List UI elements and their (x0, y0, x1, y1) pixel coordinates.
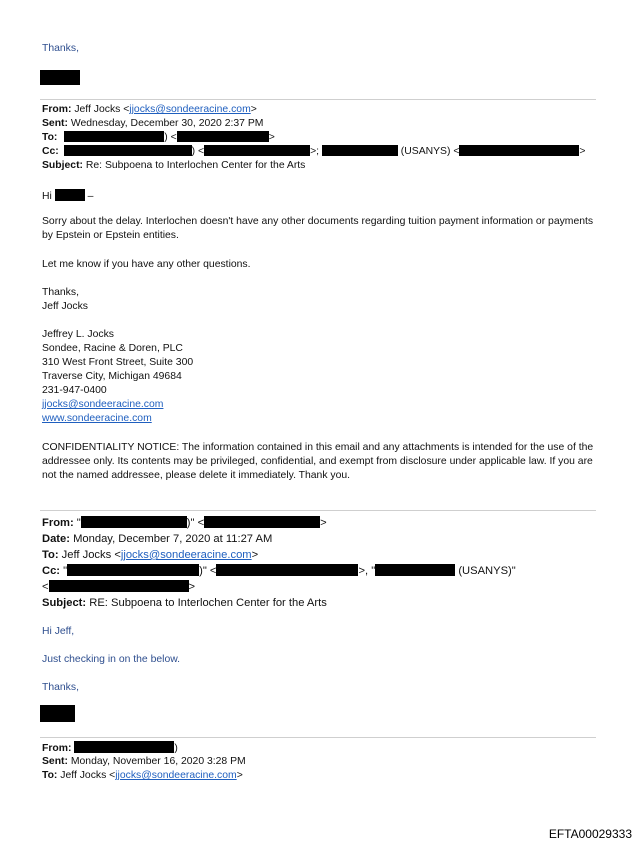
redaction-block (216, 564, 358, 576)
msg1-subject-line (42, 159, 305, 172)
msg3-to-line (42, 769, 243, 782)
redaction-block (81, 516, 187, 528)
greeting-word: Hi (42, 191, 52, 202)
redaction-block (67, 564, 199, 576)
divider (40, 510, 596, 511)
redaction-block (204, 145, 310, 156)
msg1-body2: Let me know if you have any other questions. (42, 259, 251, 270)
to-name: Jeff Jocks < (61, 549, 121, 561)
msg1-sent-line (42, 117, 263, 130)
sig-city: Traverse City, Michigan 49684 (42, 371, 182, 382)
redaction-block (40, 705, 75, 722)
from-label: From: (42, 743, 72, 754)
sent-label: Sent: (42, 756, 68, 767)
sig-name: Jeffrey L. Jocks (42, 329, 114, 340)
redaction-block (375, 564, 455, 576)
redaction-block (64, 131, 164, 142)
cc-label: Cc: (42, 565, 61, 577)
sig-email-link[interactable]: jjocks@sondeeracine.com (42, 399, 164, 410)
from-label: From: (42, 104, 72, 115)
msg3-sent-line (42, 755, 246, 768)
to-email-link[interactable]: jjocks@sondeeracine.com (115, 770, 237, 781)
to-label: To: (42, 132, 58, 143)
redaction-block (322, 145, 398, 156)
to-end: > (251, 549, 259, 561)
msg2-cc-line: Cc: " )" < >, " (USANYS)" (42, 565, 516, 577)
subject-label: Subject: (42, 597, 87, 609)
to-label: To: (42, 770, 58, 781)
to-email-link[interactable]: jjocks@sondeeracine.com (120, 549, 252, 561)
from-label: From: (42, 517, 74, 529)
redaction-block (459, 145, 579, 156)
redaction-block (177, 131, 269, 142)
msg2-from-line: From: " )" < > (42, 517, 327, 529)
divider (40, 737, 596, 738)
cc-label: Cc: (42, 146, 59, 157)
sent-value: Wednesday, December 30, 2020 2:37 PM (70, 118, 264, 129)
date-value: Monday, December 7, 2020 at 11:27 AM (73, 533, 273, 545)
redaction-block (55, 189, 85, 201)
msg2-date-line (42, 532, 272, 546)
to-name: Jeff Jocks < (60, 770, 116, 781)
msg3-from-line: From: ) (42, 743, 178, 754)
sig-phone: 231-947-0400 (42, 385, 107, 396)
redaction-block (74, 741, 174, 753)
msg1-cc-line: Cc: ) < >; (USANYS) < > (42, 146, 586, 157)
from-end: > (250, 104, 257, 115)
date-label: Date: (42, 533, 70, 545)
msg1-thanks: Thanks, (42, 287, 79, 298)
msg1-name: Jeff Jocks (42, 301, 89, 312)
subject-value: Re: Subpoena to Interlochen Center for the Arts (85, 160, 306, 171)
redaction-block (40, 70, 80, 85)
msg1-greeting (42, 189, 93, 203)
divider (40, 99, 596, 100)
redaction-block (204, 516, 320, 528)
cc-usanys: (USANYS) < (400, 146, 460, 157)
confidentiality-notice: CONFIDENTIALITY NOTICE: The information contained in this email and any attachments is intended for the use of the addressee only. Its contents may be privileged, confidential, and exempt from disclosure under applicable law. If you are not the named addressee, please delete it immediately. Thank you. (42, 442, 594, 481)
sent-label: Sent: (42, 118, 68, 129)
document-id: EFTA00029333 (548, 827, 632, 841)
msg2-cc-line2: < > (42, 581, 196, 593)
msg2-to-line (42, 548, 258, 562)
to-end: > (236, 770, 243, 781)
greeting-dash: – (87, 191, 94, 202)
msg1-to-line: To: ) < > (42, 132, 275, 143)
redaction-block (64, 145, 192, 156)
subject-label: Subject: (42, 160, 83, 171)
redaction-block (49, 580, 189, 592)
top-closing: Thanks, (42, 43, 79, 54)
cc-usanys: (USANYS)" (458, 565, 516, 577)
to-label: To: (42, 549, 59, 561)
sig-street: 310 West Front Street, Suite 300 (42, 357, 194, 368)
msg1-from-line (42, 103, 257, 116)
msg1-body: Sorry about the delay. Interlochen doesn't have any other documents regarding tuition payment information or payments by Epstein or Epstein entities. (42, 216, 594, 241)
sent-value: Monday, November 16, 2020 3:28 PM (70, 756, 246, 767)
msg2-thanks: Thanks, (42, 682, 79, 693)
msg2-body: Just checking in on the below. (42, 654, 181, 665)
from-name: Jeff Jocks < (74, 104, 130, 115)
msg2-subject-line (42, 596, 327, 610)
msg2-greeting: Hi Jeff, (42, 626, 75, 637)
sig-web-link[interactable]: www.sondeeracine.com (42, 413, 152, 424)
subject-value: RE: Subpoena to Interlochen Center for the Arts (89, 597, 327, 609)
from-email-link[interactable]: jjocks@sondeeracine.com (129, 104, 251, 115)
sig-firm: Sondee, Racine & Doren, PLC (42, 343, 183, 354)
